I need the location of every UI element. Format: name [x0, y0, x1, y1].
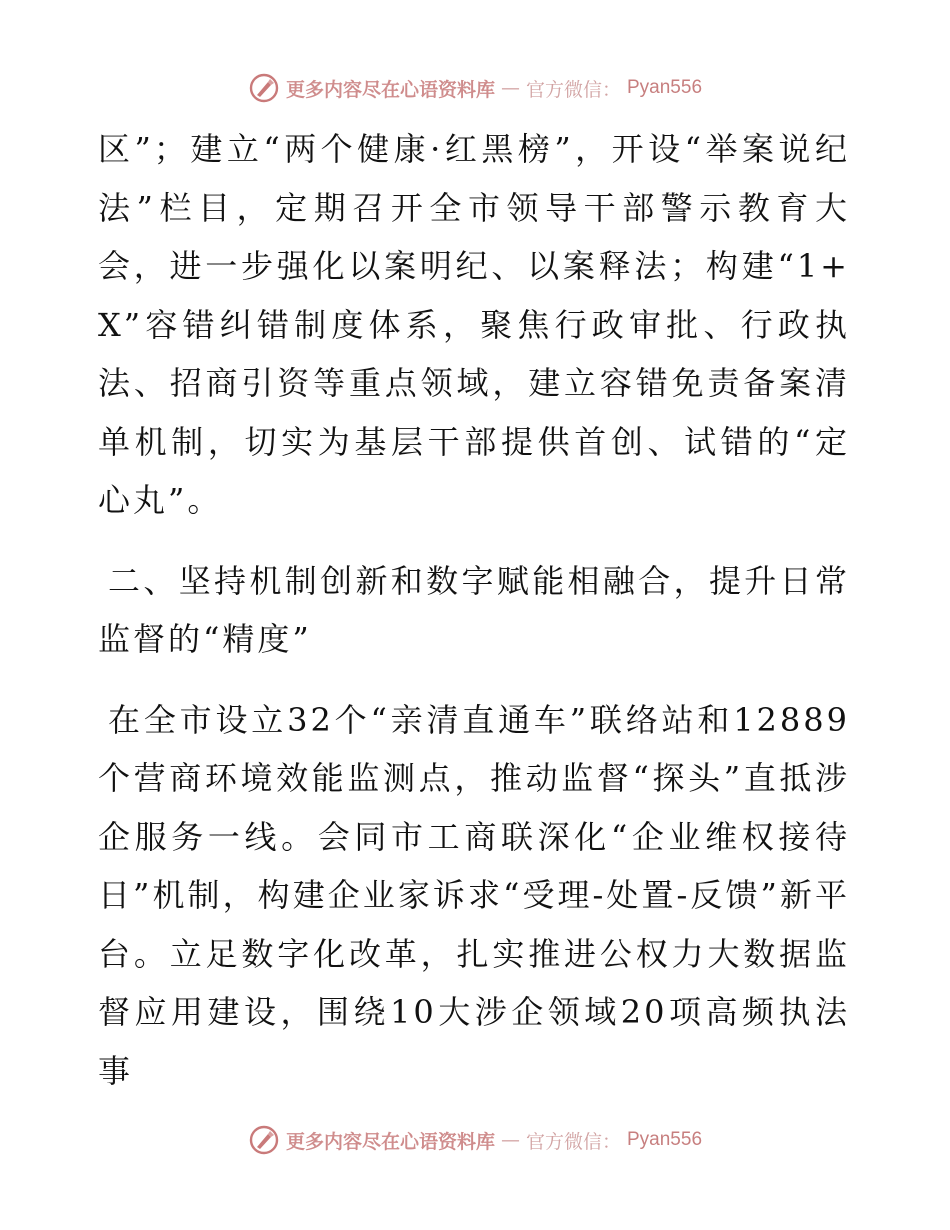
- pen-circle-icon: [248, 1124, 280, 1156]
- watermark-handle: Pyan556: [627, 77, 703, 98]
- watermark-brand: 更多内容尽在心语资料库: [285, 1130, 495, 1153]
- watermark-official: 官方微信：: [525, 1130, 621, 1153]
- watermark-handle: Pyan556: [627, 1129, 703, 1150]
- watermark-dash: —: [500, 1129, 520, 1151]
- watermark-official: 官方微信：: [525, 78, 621, 101]
- footer-watermark: [0, 1124, 950, 1156]
- pen-circle-icon: [248, 72, 280, 104]
- header-watermark: [0, 72, 950, 104]
- watermark-dash: —: [500, 77, 520, 99]
- paragraph-2: 在全市设立32个“亲清直通车”联络站和12889个营商环境效能监测点，推动监督“探头”直抵涉企服务一线。会同市工商联深化“企业维权接待日”机制，构建企业家诉求“受理-处置-反馈”新平台。立足数字化改革，扎实推进公权力大数据监督应用建设，围绕10大涉企领域20项高频执法事: [98, 700, 850, 1090]
- watermark-brand: 更多内容尽在心语资料库: [285, 78, 495, 101]
- document-body: [98, 120, 850, 1100]
- paragraph-1: 区”；建立“两个健康·红黑榜”，开设“举案说纪法”栏目，定期召开全市领导干部警示教育大会，进一步强化以案明纪、以案释法；构建“1+X”容错纠错制度体系，聚焦行政审批、行政执法、招商引资等重点领域，建立容错免责备案清单机制，切实为基层干部提供首创、试错的“定心丸”。: [98, 130, 850, 519]
- section-heading-2: 二、坚持机制创新和数字赋能相融合，提升日常监督的“精度”: [98, 561, 850, 658]
